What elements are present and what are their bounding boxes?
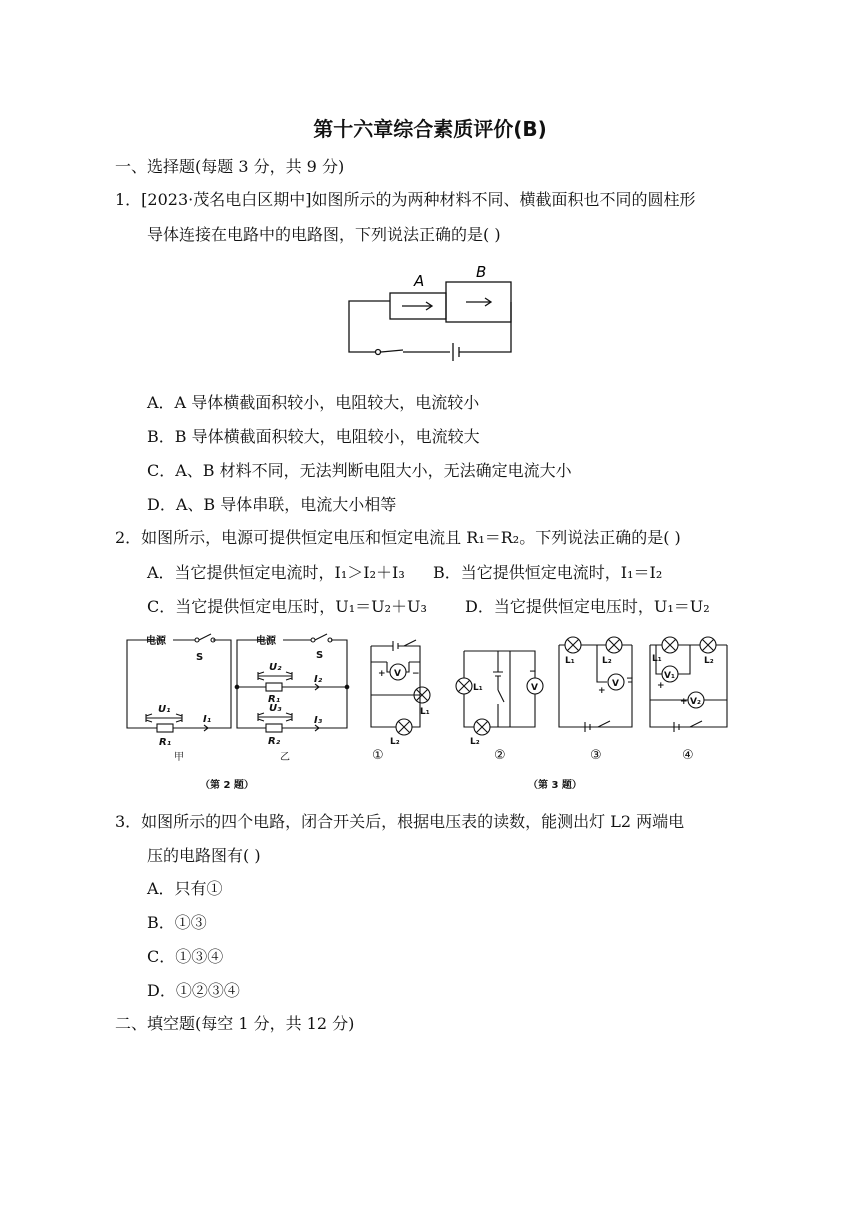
v-label-1: V [394,669,401,679]
battery-symbol [453,343,459,361]
resistor-r1 [157,724,173,732]
figure-number-1: ① [372,748,384,763]
q2-option-a: A．当它提供恒定电流时，I₁＞I₂＋I₃ [147,563,405,582]
q1-option-a: A．A 导体横截面积较小，电阻较大，电流较小 [147,393,480,412]
plus-3: + [598,686,606,696]
section-heading-fill: 二、填空题(每空 1 分，共 12 分) [115,1014,355,1033]
r2-label: R₂ [268,736,281,747]
q1-option-b: B．B 导体横截面积较大，电阻较小，电流较大 [147,427,480,446]
plus-1: + [378,669,386,679]
section-heading-choice: 一、选择题(每题 3 分，共 9 分) [115,157,345,176]
minus-2: − [529,667,537,677]
q3-option-d: D．①②③④ [147,981,240,1000]
r1-label-b: R₁ [268,694,281,705]
q3-figure-caption: （第 3 题） [528,780,582,791]
q3-option-a: A．只有① [147,879,223,898]
power-source-label: 电源 [146,636,166,647]
page-title: 第十六章综合素质评价(B) [313,117,547,141]
switch-label: S [196,652,204,663]
l1-fig4: L₁ [652,654,662,664]
q3-stem-line2: 压的电路图有( ) [147,846,261,865]
u1-label: U₁ [158,704,171,715]
q1-option-d: D．A、B 导体串联，电流大小相等 [147,495,397,514]
v-label-3: V [612,679,619,689]
q1-stem-line2: 导体连接在电路中的电路图，下列说法正确的是( ) [147,225,501,244]
q2-option-b: B．当它提供恒定电流时，I₁＝I₂ [433,563,663,582]
resistor-r1-b [266,683,282,691]
q2-option-c: C．当它提供恒定电压时，U₁＝U₂＋U₃ [147,597,427,616]
q1-stem-line1: 1．[2023·茂名电白区期中]如图所示的为两种材料不同、横截面积也不同的圆柱形 [115,190,696,209]
l1-fig3: L₁ [565,656,575,666]
v2-label: V₂ [690,697,701,707]
label-b: B [476,263,487,281]
q1-circuit-figure [345,264,520,366]
l2-fig3: L₂ [602,656,612,666]
minus-3: − [626,674,634,684]
figure-number-4: ④ [682,748,694,763]
switch-label-b: S [316,650,324,661]
power-source-label-b: 电源 [256,636,276,647]
q3-circuit-figure [360,632,740,792]
q2-option-d: D．当它提供恒定电压时，U₁＝U₂ [465,597,710,616]
label-a: A [414,272,425,290]
yi-label: 乙 [280,752,290,763]
l1-fig2: L₁ [473,683,483,693]
switch-pivot [376,350,381,355]
i3-label: I₃ [314,715,323,726]
q2-stem: 2．如图所示，电源可提供恒定电压和恒定电流且 R₁＝R₂。下列说法正确的是( ) [115,528,681,547]
l2-fig2: L₂ [470,737,480,747]
q3-option-b: B．①③ [147,913,207,932]
q2-circuit-figure [120,630,350,792]
q1-option-c: C．A、B 材料不同，无法判断电阻大小，无法确定电流大小 [147,461,572,480]
plus-4: + [657,681,665,691]
u3-label: U₃ [269,703,282,714]
plus-4b: + [680,697,688,707]
q2-figure-caption: （第 2 题） [200,780,254,791]
i1-label: I₁ [203,714,212,725]
resistor-r2 [266,724,282,732]
l2-fig4: L₂ [704,656,714,666]
q3-stem-line1: 3．如图所示的四个电路，闭合开关后，根据电压表的读数，能测出灯 L2 两端电 [115,812,685,831]
minus-1: − [412,669,420,679]
l2-fig1: L₂ [390,737,400,747]
i2-label: I₂ [314,674,323,685]
v1-label: V₁ [664,671,675,681]
jia-label: 甲 [174,752,184,763]
l1-fig1: L₁ [420,707,430,717]
q3-option-c: C．①③④ [147,947,224,966]
figure-number-2: ② [494,748,506,763]
r1-label: R₁ [159,737,172,748]
u2-label: U₂ [269,662,282,673]
v-label-2: V [531,683,538,693]
figure-number-3: ③ [590,748,602,763]
